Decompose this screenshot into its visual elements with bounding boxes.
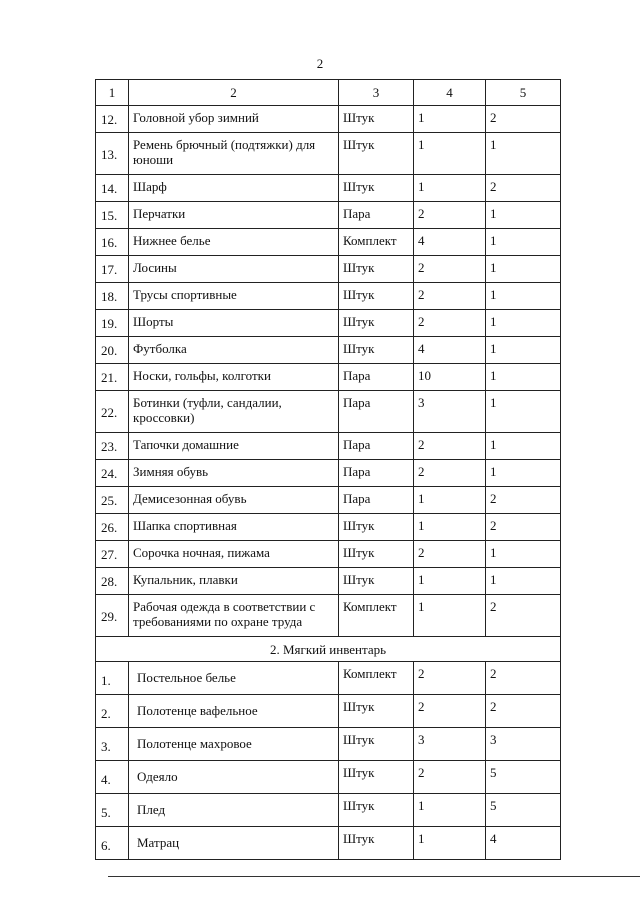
table-header-row <box>96 80 561 106</box>
cell-name: Шарф <box>129 175 339 202</box>
cell-unit: Пара <box>339 364 414 391</box>
cell-num: 12. <box>96 106 129 133</box>
cell-term: 2 <box>486 487 561 514</box>
cell-name: Перчатки <box>129 202 339 229</box>
table-row <box>96 175 561 202</box>
cell-unit: Штук <box>339 106 414 133</box>
cell-qty: 1 <box>414 794 486 827</box>
cell-qty: 1 <box>414 595 486 637</box>
cell-qty: 3 <box>414 728 486 761</box>
cell-num: 25. <box>96 487 129 514</box>
cell-num: 19. <box>96 310 129 337</box>
header-cell-name: 2 <box>129 80 339 106</box>
cell-qty: 2 <box>414 256 486 283</box>
cell-qty: 2 <box>414 761 486 794</box>
table-row <box>96 541 561 568</box>
cell-term: 1 <box>486 202 561 229</box>
table-row <box>96 514 561 541</box>
cell-term: 1 <box>486 391 561 433</box>
cell-num: 18. <box>96 283 129 310</box>
cell-name: Лосины <box>129 256 339 283</box>
cell-term: 2 <box>486 695 561 728</box>
cell-term: 1 <box>486 256 561 283</box>
cell-num: 1. <box>96 662 129 695</box>
cell-unit: Штук <box>339 133 414 175</box>
cell-num: 5. <box>96 794 129 827</box>
cell-num: 20. <box>96 337 129 364</box>
cell-qty: 2 <box>414 541 486 568</box>
header-cell-number: 1 <box>96 80 129 106</box>
page-number: 2 <box>316 56 324 71</box>
cell-num: 16. <box>96 229 129 256</box>
cell-name: Трусы спортивные <box>129 283 339 310</box>
cell-name: Матрац <box>129 827 339 860</box>
cell-unit: Штук <box>339 337 414 364</box>
items-table <box>95 79 561 860</box>
cell-name: Ботинки (туфли, сандалии, кроссовки) <box>129 391 339 433</box>
cell-term: 2 <box>486 514 561 541</box>
cell-qty: 1 <box>414 827 486 860</box>
cell-qty: 2 <box>414 283 486 310</box>
table-row <box>96 106 561 133</box>
cell-qty: 10 <box>414 364 486 391</box>
cell-name: Шапка спортивная <box>129 514 339 541</box>
cell-num: 15. <box>96 202 129 229</box>
cell-name: Тапочки домашние <box>129 433 339 460</box>
cell-unit: Штук <box>339 728 414 761</box>
cell-qty: 4 <box>414 337 486 364</box>
cell-num: 28. <box>96 568 129 595</box>
table-row <box>96 595 561 637</box>
cell-unit: Штук <box>339 541 414 568</box>
cell-qty: 3 <box>414 391 486 433</box>
cell-num: 13. <box>96 133 129 175</box>
table-row <box>96 202 561 229</box>
cell-name: Плед <box>129 794 339 827</box>
cell-num: 17. <box>96 256 129 283</box>
cell-qty: 4 <box>414 229 486 256</box>
cell-unit: Штук <box>339 256 414 283</box>
table-row <box>96 568 561 595</box>
cell-term: 1 <box>486 133 561 175</box>
cell-name: Нижнее белье <box>129 229 339 256</box>
cell-num: 6. <box>96 827 129 860</box>
table-row <box>96 794 561 827</box>
cell-name: Демисезонная обувь <box>129 487 339 514</box>
cell-term: 1 <box>486 433 561 460</box>
cell-unit: Штук <box>339 761 414 794</box>
cell-name: Зимняя обувь <box>129 460 339 487</box>
cell-num: 3. <box>96 728 129 761</box>
cell-term: 5 <box>486 761 561 794</box>
cell-qty: 1 <box>414 175 486 202</box>
table-row <box>96 487 561 514</box>
cell-num: 24. <box>96 460 129 487</box>
cell-name: Полотенце вафельное <box>129 695 339 728</box>
cell-num: 2. <box>96 695 129 728</box>
cell-name: Сорочка ночная, пижама <box>129 541 339 568</box>
table-row <box>96 827 561 860</box>
table-body <box>96 80 561 860</box>
cell-qty: 1 <box>414 133 486 175</box>
cell-term: 2 <box>486 595 561 637</box>
cell-num: 4. <box>96 761 129 794</box>
cell-term: 4 <box>486 827 561 860</box>
cell-unit: Пара <box>339 202 414 229</box>
cell-num: 29. <box>96 595 129 637</box>
table-row <box>96 283 561 310</box>
table-row <box>96 391 561 433</box>
cell-qty: 2 <box>414 310 486 337</box>
cell-unit: Штук <box>339 568 414 595</box>
cell-unit: Штук <box>339 310 414 337</box>
cell-qty: 2 <box>414 433 486 460</box>
table-row <box>96 761 561 794</box>
header-cell-unit: 3 <box>339 80 414 106</box>
cell-qty: 2 <box>414 460 486 487</box>
cell-unit: Штук <box>339 175 414 202</box>
table-row <box>96 433 561 460</box>
cell-name: Одеяло <box>129 761 339 794</box>
cell-qty: 1 <box>414 106 486 133</box>
cell-term: 1 <box>486 541 561 568</box>
table-row <box>96 364 561 391</box>
cell-num: 27. <box>96 541 129 568</box>
table-row <box>96 460 561 487</box>
cell-term: 5 <box>486 794 561 827</box>
cell-unit: Комплект <box>339 229 414 256</box>
cell-term: 1 <box>486 568 561 595</box>
cell-name: Шорты <box>129 310 339 337</box>
cell-unit: Штук <box>339 794 414 827</box>
bottom-rule <box>108 876 640 877</box>
cell-name: Рабочая одежда в соответствии с требованиями по охране труда <box>129 595 339 637</box>
cell-unit: Штук <box>339 514 414 541</box>
cell-term: 2 <box>486 175 561 202</box>
cell-name: Купальник, плавки <box>129 568 339 595</box>
table-row <box>96 133 561 175</box>
cell-term: 2 <box>486 662 561 695</box>
cell-unit: Пара <box>339 460 414 487</box>
section-header-row <box>96 637 561 662</box>
cell-unit: Пара <box>339 487 414 514</box>
cell-name: Футболка <box>129 337 339 364</box>
cell-term: 1 <box>486 310 561 337</box>
cell-num: 21. <box>96 364 129 391</box>
header-cell-quantity: 4 <box>414 80 486 106</box>
cell-name: Полотенце махровое <box>129 728 339 761</box>
table-row <box>96 229 561 256</box>
cell-unit: Штук <box>339 283 414 310</box>
cell-unit: Штук <box>339 695 414 728</box>
cell-term: 2 <box>486 106 561 133</box>
cell-name: Носки, гольфы, колготки <box>129 364 339 391</box>
cell-qty: 2 <box>414 202 486 229</box>
cell-num: 26. <box>96 514 129 541</box>
cell-term: 1 <box>486 229 561 256</box>
table-row <box>96 256 561 283</box>
cell-qty: 2 <box>414 662 486 695</box>
cell-unit: Комплект <box>339 662 414 695</box>
cell-qty: 1 <box>414 514 486 541</box>
cell-term: 3 <box>486 728 561 761</box>
cell-num: 23. <box>96 433 129 460</box>
cell-name: Постельное белье <box>129 662 339 695</box>
cell-num: 14. <box>96 175 129 202</box>
header-cell-term: 5 <box>486 80 561 106</box>
table-row <box>96 337 561 364</box>
table-row <box>96 695 561 728</box>
cell-qty: 2 <box>414 695 486 728</box>
cell-num: 22. <box>96 391 129 433</box>
cell-name: Головной убор зимний <box>129 106 339 133</box>
section-title: 2. Мягкий инвентарь <box>96 637 561 662</box>
table-row <box>96 728 561 761</box>
table-row <box>96 310 561 337</box>
cell-unit: Штук <box>339 827 414 860</box>
cell-unit: Пара <box>339 433 414 460</box>
cell-term: 1 <box>486 337 561 364</box>
cell-name: Ремень брючный (подтяжки) для юноши <box>129 133 339 175</box>
table-row <box>96 662 561 695</box>
cell-term: 1 <box>486 283 561 310</box>
cell-qty: 1 <box>414 568 486 595</box>
cell-term: 1 <box>486 460 561 487</box>
cell-unit: Пара <box>339 391 414 433</box>
cell-qty: 1 <box>414 487 486 514</box>
cell-term: 1 <box>486 364 561 391</box>
cell-unit: Комплект <box>339 595 414 637</box>
